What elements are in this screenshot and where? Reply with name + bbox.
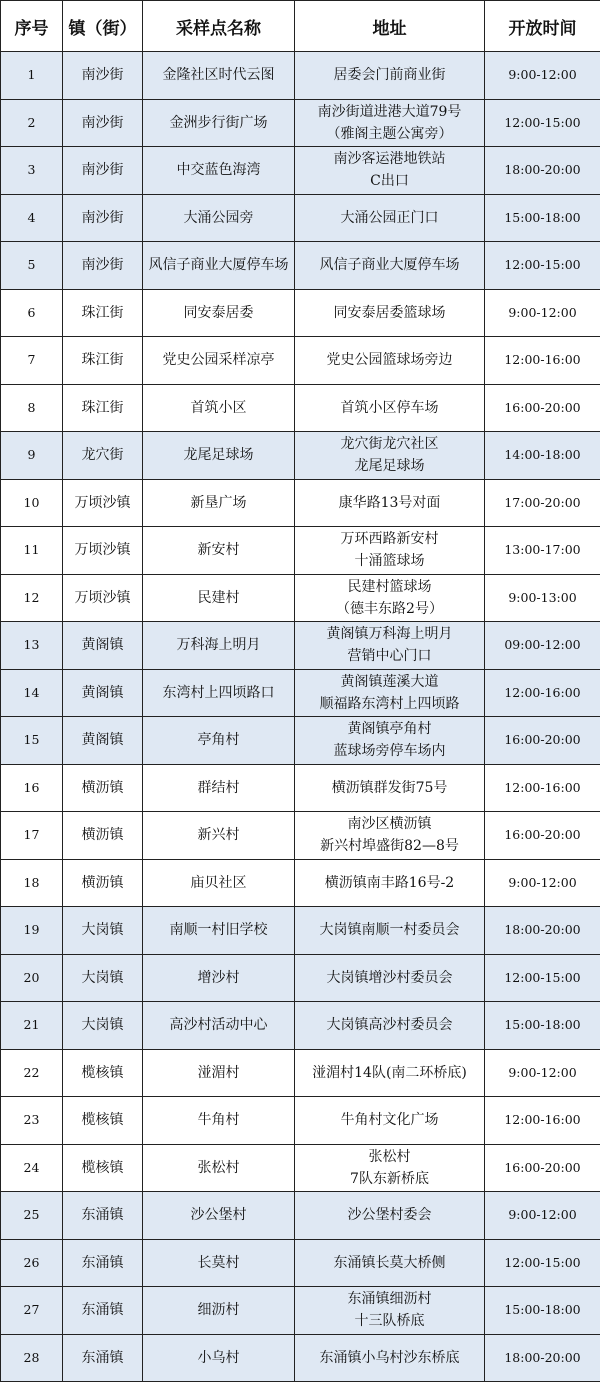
table-row bbox=[1, 1334, 600, 1382]
row-number: 13 bbox=[1, 622, 63, 670]
address-cell bbox=[295, 574, 485, 622]
address-line: 蓝球场旁停车场内 bbox=[333, 743, 446, 760]
site-name-cell: 增沙村 bbox=[143, 954, 295, 1002]
address-cell bbox=[295, 859, 485, 907]
town-cell: 横沥镇 bbox=[63, 764, 143, 812]
table-row bbox=[1, 954, 600, 1002]
table-row bbox=[1, 289, 600, 337]
site-name-cell: 庙贝社区 bbox=[143, 859, 295, 907]
table-row bbox=[1, 1239, 600, 1287]
town-cell: 大岗镇 bbox=[63, 907, 143, 955]
hours-cell: 14:00-18:00 bbox=[485, 432, 600, 480]
address-cell bbox=[295, 1287, 485, 1335]
address-line: 湴湄村14队(南二环桥底) bbox=[312, 1064, 467, 1081]
hours-cell: 17:00-20:00 bbox=[485, 479, 600, 527]
row-number: 17 bbox=[1, 812, 63, 860]
site-name-cell: 金洲步行街广场 bbox=[143, 99, 295, 147]
address-line: 南沙客运港地铁站 bbox=[333, 151, 446, 168]
address-line: 大岗镇增沙村委员会 bbox=[326, 969, 453, 986]
town-cell: 万顷沙镇 bbox=[63, 527, 143, 575]
hours-cell: 9:00-12:00 bbox=[485, 859, 600, 907]
row-number: 6 bbox=[1, 289, 63, 337]
town-cell: 黄阁镇 bbox=[63, 622, 143, 670]
town-cell: 黄阁镇 bbox=[63, 669, 143, 717]
address-line: 龙穴街龙穴社区 bbox=[340, 436, 439, 453]
site-name-cell: 东湾村上四顷路口 bbox=[143, 669, 295, 717]
hours-cell: 16:00-20:00 bbox=[485, 1144, 600, 1192]
table-row bbox=[1, 1002, 600, 1050]
table-row bbox=[1, 52, 600, 100]
table-row bbox=[1, 432, 600, 480]
site-name-cell: 新兴村 bbox=[143, 812, 295, 860]
town-cell: 南沙街 bbox=[63, 242, 143, 290]
row-number: 5 bbox=[1, 242, 63, 290]
hours-cell: 18:00-20:00 bbox=[485, 1334, 600, 1382]
town-cell: 南沙街 bbox=[63, 194, 143, 242]
address-line: 张松村 bbox=[368, 1148, 411, 1165]
row-number: 7 bbox=[1, 337, 63, 385]
town-cell: 南沙街 bbox=[63, 147, 143, 195]
table-row bbox=[1, 717, 600, 765]
address-cell bbox=[295, 242, 485, 290]
hours-cell: 9:00-12:00 bbox=[485, 1049, 600, 1097]
address-line: 顺福路东湾村上四顷路 bbox=[319, 695, 460, 712]
row-number: 18 bbox=[1, 859, 63, 907]
table-row bbox=[1, 859, 600, 907]
town-cell: 龙穴街 bbox=[63, 432, 143, 480]
row-number: 10 bbox=[1, 479, 63, 527]
address-cell bbox=[295, 1144, 485, 1192]
site-name-cell: 中交蓝色海湾 bbox=[143, 147, 295, 195]
hours-cell: 16:00-20:00 bbox=[485, 384, 600, 432]
town-cell: 横沥镇 bbox=[63, 859, 143, 907]
row-number: 19 bbox=[1, 907, 63, 955]
address-line: C出口 bbox=[370, 173, 409, 190]
hours-cell: 15:00-18:00 bbox=[485, 1002, 600, 1050]
address-line: （雅阁主题公寓旁） bbox=[326, 125, 453, 142]
address-cell bbox=[295, 194, 485, 242]
site-name-cell: 张松村 bbox=[143, 1144, 295, 1192]
site-name-cell: 首筑小区 bbox=[143, 384, 295, 432]
hours-cell: 12:00-16:00 bbox=[485, 764, 600, 812]
town-cell: 南沙街 bbox=[63, 99, 143, 147]
town-cell: 榄核镇 bbox=[63, 1144, 143, 1192]
address-cell bbox=[295, 669, 485, 717]
row-number: 26 bbox=[1, 1239, 63, 1287]
hours-cell: 9:00-12:00 bbox=[485, 52, 600, 100]
hours-cell: 15:00-18:00 bbox=[485, 194, 600, 242]
table-row bbox=[1, 574, 600, 622]
hours-cell: 16:00-20:00 bbox=[485, 717, 600, 765]
table-row bbox=[1, 669, 600, 717]
row-number: 16 bbox=[1, 764, 63, 812]
table-row bbox=[1, 622, 600, 670]
address-line: 横沥镇群发街75号 bbox=[331, 779, 448, 796]
table-row bbox=[1, 337, 600, 385]
row-number: 15 bbox=[1, 717, 63, 765]
address-line: 黄阁镇亭角村 bbox=[347, 721, 432, 738]
site-name-cell: 龙尾足球场 bbox=[143, 432, 295, 480]
town-cell: 榄核镇 bbox=[63, 1049, 143, 1097]
address-cell bbox=[295, 527, 485, 575]
hours-cell: 16:00-20:00 bbox=[485, 812, 600, 860]
site-name-cell: 万科海上明月 bbox=[143, 622, 295, 670]
address-cell bbox=[295, 954, 485, 1002]
address-line: 南沙街道进港大道79号 bbox=[317, 103, 462, 120]
town-cell: 珠江街 bbox=[63, 384, 143, 432]
address-line: 万环西路新安村 bbox=[340, 531, 439, 548]
hours-cell: 12:00-16:00 bbox=[485, 337, 600, 385]
address-line: 民建村篮球场 bbox=[347, 578, 432, 595]
town-cell: 东涌镇 bbox=[63, 1287, 143, 1335]
address-cell bbox=[295, 384, 485, 432]
address-line: 同安泰居委篮球场 bbox=[333, 304, 446, 321]
address-cell bbox=[295, 812, 485, 860]
address-cell bbox=[295, 432, 485, 480]
address-cell bbox=[295, 479, 485, 527]
table-row bbox=[1, 1287, 600, 1335]
hours-cell: 18:00-20:00 bbox=[485, 907, 600, 955]
address-cell bbox=[295, 622, 485, 670]
table-row bbox=[1, 812, 600, 860]
address-line: 东涌镇小乌村沙东桥底 bbox=[319, 1349, 460, 1366]
address-line: （德丰东路2号） bbox=[336, 600, 443, 617]
address-line: 横沥镇南丰路16号-2 bbox=[324, 874, 455, 891]
table-row bbox=[1, 479, 600, 527]
address-cell bbox=[295, 147, 485, 195]
table-row bbox=[1, 147, 600, 195]
address-line: 风信子商业大厦停车场 bbox=[319, 257, 460, 274]
address-cell bbox=[295, 907, 485, 955]
table-row bbox=[1, 242, 600, 290]
address-line: 牛角村文化广场 bbox=[340, 1112, 439, 1129]
row-number: 4 bbox=[1, 194, 63, 242]
header-row bbox=[1, 1, 600, 52]
hours-cell: 13:00-17:00 bbox=[485, 527, 600, 575]
address-cell bbox=[295, 1239, 485, 1287]
row-number: 24 bbox=[1, 1144, 63, 1192]
row-number: 1 bbox=[1, 52, 63, 100]
row-number: 23 bbox=[1, 1097, 63, 1145]
address-line: 新兴村埠盛街82—8号 bbox=[320, 838, 459, 855]
row-number: 14 bbox=[1, 669, 63, 717]
table-row bbox=[1, 764, 600, 812]
address-cell bbox=[295, 764, 485, 812]
town-cell: 珠江街 bbox=[63, 289, 143, 337]
hours-cell: 12:00-15:00 bbox=[485, 1239, 600, 1287]
header-cell-no: 序号 bbox=[1, 1, 63, 52]
town-cell: 万顷沙镇 bbox=[63, 574, 143, 622]
address-cell bbox=[295, 1334, 485, 1382]
town-cell: 黄阁镇 bbox=[63, 717, 143, 765]
row-number: 2 bbox=[1, 99, 63, 147]
site-name-cell: 沙公堡村 bbox=[143, 1192, 295, 1240]
site-name-cell: 湴湄村 bbox=[143, 1049, 295, 1097]
town-cell: 大岗镇 bbox=[63, 1002, 143, 1050]
row-number: 22 bbox=[1, 1049, 63, 1097]
address-line: 居委会门前商业街 bbox=[333, 67, 446, 84]
address-line: 十涌篮球场 bbox=[354, 553, 425, 570]
site-name-cell: 新垦广场 bbox=[143, 479, 295, 527]
site-name-cell: 党史公园采样凉亭 bbox=[143, 337, 295, 385]
address-line: 黄阁镇莲溪大道 bbox=[340, 673, 439, 690]
hours-cell: 15:00-18:00 bbox=[485, 1287, 600, 1335]
hours-cell: 12:00-16:00 bbox=[485, 669, 600, 717]
address-line: 沙公堡村委会 bbox=[347, 1207, 432, 1224]
row-number: 3 bbox=[1, 147, 63, 195]
site-name-cell: 亭角村 bbox=[143, 717, 295, 765]
site-name-cell: 金隆社区时代云图 bbox=[143, 52, 295, 100]
site-name-cell: 南顺一村旧学校 bbox=[143, 907, 295, 955]
town-cell: 横沥镇 bbox=[63, 812, 143, 860]
address-cell bbox=[295, 717, 485, 765]
site-name-cell: 新安村 bbox=[143, 527, 295, 575]
hours-cell: 12:00-15:00 bbox=[485, 242, 600, 290]
hours-cell: 12:00-16:00 bbox=[485, 1097, 600, 1145]
address-cell bbox=[295, 1049, 485, 1097]
site-name-cell: 长莫村 bbox=[143, 1239, 295, 1287]
address-cell bbox=[295, 1097, 485, 1145]
header-cell-town: 镇（街） bbox=[63, 1, 143, 52]
site-name-cell: 同安泰居委 bbox=[143, 289, 295, 337]
town-cell: 东涌镇 bbox=[63, 1239, 143, 1287]
row-number: 9 bbox=[1, 432, 63, 480]
address-line: 大涌公园正门口 bbox=[340, 209, 439, 226]
site-name-cell: 民建村 bbox=[143, 574, 295, 622]
town-cell: 东涌镇 bbox=[63, 1192, 143, 1240]
site-name-cell: 风信子商业大厦停车场 bbox=[143, 242, 295, 290]
site-name-cell: 细沥村 bbox=[143, 1287, 295, 1335]
header-cell-hours: 开放时间 bbox=[485, 1, 600, 52]
address-line: 东涌镇细沥村 bbox=[347, 1291, 432, 1308]
site-name-cell: 大涌公园旁 bbox=[143, 194, 295, 242]
address-line: 党史公园篮球场旁边 bbox=[326, 352, 453, 369]
hours-cell: 9:00-13:00 bbox=[485, 574, 600, 622]
address-line: 龙尾足球场 bbox=[354, 458, 425, 475]
row-number: 8 bbox=[1, 384, 63, 432]
row-number: 20 bbox=[1, 954, 63, 1002]
address-line: 首筑小区停车场 bbox=[340, 399, 439, 416]
row-number: 11 bbox=[1, 527, 63, 575]
town-cell: 东涌镇 bbox=[63, 1334, 143, 1382]
header-cell-site: 采样点名称 bbox=[143, 1, 295, 52]
table-row bbox=[1, 1192, 600, 1240]
table-row bbox=[1, 527, 600, 575]
address-cell bbox=[295, 337, 485, 385]
hours-cell: 9:00-12:00 bbox=[485, 1192, 600, 1240]
town-cell: 大岗镇 bbox=[63, 954, 143, 1002]
hours-cell: 09:00-12:00 bbox=[485, 622, 600, 670]
header-cell-address: 地址 bbox=[295, 1, 485, 52]
row-number: 21 bbox=[1, 1002, 63, 1050]
row-number: 27 bbox=[1, 1287, 63, 1335]
row-number: 25 bbox=[1, 1192, 63, 1240]
hours-cell: 18:00-20:00 bbox=[485, 147, 600, 195]
hours-cell: 9:00-12:00 bbox=[485, 289, 600, 337]
site-name-cell: 牛角村 bbox=[143, 1097, 295, 1145]
row-number: 12 bbox=[1, 574, 63, 622]
table-row bbox=[1, 99, 600, 147]
table-row bbox=[1, 907, 600, 955]
table-row bbox=[1, 194, 600, 242]
address-cell bbox=[295, 289, 485, 337]
site-name-cell: 小乌村 bbox=[143, 1334, 295, 1382]
town-cell: 万顷沙镇 bbox=[63, 479, 143, 527]
row-number: 28 bbox=[1, 1334, 63, 1382]
address-line: 大岗镇南顺一村委员会 bbox=[319, 922, 460, 939]
address-line: 营销中心门口 bbox=[347, 648, 432, 665]
address-line: 东涌镇长莫大桥侧 bbox=[333, 1254, 446, 1271]
address-cell bbox=[295, 99, 485, 147]
table-row bbox=[1, 1097, 600, 1145]
town-cell: 榄核镇 bbox=[63, 1097, 143, 1145]
hours-cell: 12:00-15:00 bbox=[485, 99, 600, 147]
address-cell bbox=[295, 1192, 485, 1240]
table-body bbox=[1, 52, 600, 1382]
site-name-cell: 群结村 bbox=[143, 764, 295, 812]
town-cell: 南沙街 bbox=[63, 52, 143, 100]
address-line: 黄阁镇万科海上明月 bbox=[326, 626, 453, 643]
address-line: 南沙区横沥镇 bbox=[347, 816, 432, 833]
address-line: 十三队桥底 bbox=[354, 1313, 425, 1330]
hours-cell: 12:00-15:00 bbox=[485, 954, 600, 1002]
address-cell bbox=[295, 1002, 485, 1050]
address-cell bbox=[295, 52, 485, 100]
site-name-cell: 高沙村活动中心 bbox=[143, 1002, 295, 1050]
table-row bbox=[1, 1049, 600, 1097]
table-row bbox=[1, 384, 600, 432]
address-line: 康华路13号对面 bbox=[338, 494, 441, 511]
address-line: 7队东新桥底 bbox=[350, 1170, 429, 1187]
table-row bbox=[1, 1144, 600, 1192]
town-cell: 珠江街 bbox=[63, 337, 143, 385]
address-line: 大岗镇高沙村委员会 bbox=[326, 1017, 453, 1034]
